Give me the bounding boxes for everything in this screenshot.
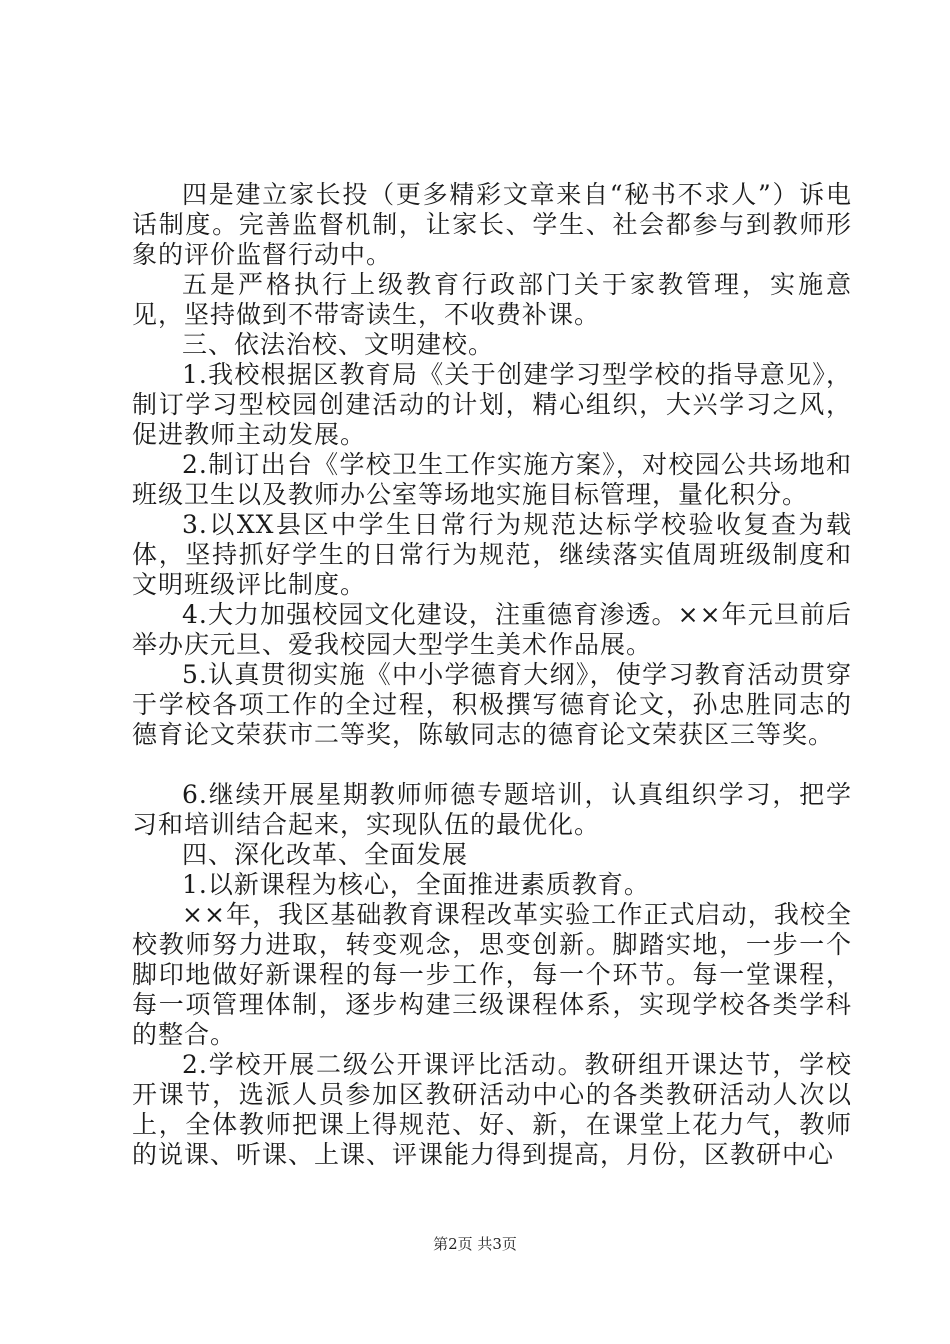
paragraph-item-1-learning-school: 1.我校根据区教育局《关于创建学习型学校的指导意见》，制订学习型校园创建活动的计划，精心组织，大兴学习之风，促进教师主动发展。 xyxy=(132,360,852,449)
document-body xyxy=(132,180,852,1170)
paragraph-item-4-campus-culture: 4.大力加强校园文化建设，注重德育渗透。××年元旦前后举办庆元旦、爱我校园大型学生美术作品展。 xyxy=(132,600,852,659)
paragraph-item-5-moral-education: 5.认真贯彻实施《中小学德育大纲》，使学习教育活动贯穿于学校各项工作的全过程，积极撰写德育论文，孙忠胜同志的德育论文荣获市二等奖，陈敏同志的德育论文荣获区三等奖。 xyxy=(132,660,852,749)
section-heading-rule-of-law: 三、依法治校、文明建校。 xyxy=(182,330,495,359)
paragraph-tutoring-management: 五是严格执行上级教育行政部门关于家教管理，实施意见，坚持做到不带寄读生，不收费补课。 xyxy=(132,270,852,329)
paragraph-item-2-hygiene: 2.制订出台《学校卫生工作实施方案》，对校园公共场地和班级卫生以及教师办公室等场地实施目标管理，量化积分。 xyxy=(132,450,852,509)
section-heading-reform: 四、深化改革、全面发展 xyxy=(182,840,469,869)
paragraph-item-3-behavior-norms: 3.以XX县区中学生日常行为规范达标学校验收复查为载体，坚持抓好学生的日常行为规范，继续落实值周班级制度和文明班级评比制度。 xyxy=(132,510,852,599)
paragraph-item-6-ethics-training: 6.继续开展星期教师师德专题培训，认真组织学习，把学习和培训结合起来，实现队伍的最优化。 xyxy=(132,780,852,839)
paragraph-spacer xyxy=(132,750,852,780)
paragraph-curriculum-reform: ××年，我区基础教育课程改革实验工作正式启动，我校全校教师努力进取，转变观念，思变创新。脚踏实地，一步一个脚印地做好新课程的每一步工作，每一个环节。每一堂课程，每一项管理体制，逐步构建三级课程体系，实现学校各类学科的整合。 xyxy=(132,900,852,1049)
paragraph-parent-complaint-hotline: 四是建立家长投（更多精彩文章来自“秘书不求人”）诉电话制度。完善监督机制，让家长、学生、社会都参与到教师形象的评价监督行动中。 xyxy=(132,180,852,269)
paragraph-open-class-evaluation: 2.学校开展二级公开课评比活动。教研组开课达节，学校开课节，选派人员参加区教研活动中心的各类教研活动人次以上，全体教师把课上得规范、好、新，在课堂上花力气，教师的说课、听课、上课、评课能力得到提高，月份，区教研中心 xyxy=(132,1050,852,1169)
paragraph-new-curriculum-heading: 1.以新课程为核心，全面推进素质教育。 xyxy=(182,870,650,899)
page-number-footer: 第2页 共3页 xyxy=(433,1235,517,1253)
